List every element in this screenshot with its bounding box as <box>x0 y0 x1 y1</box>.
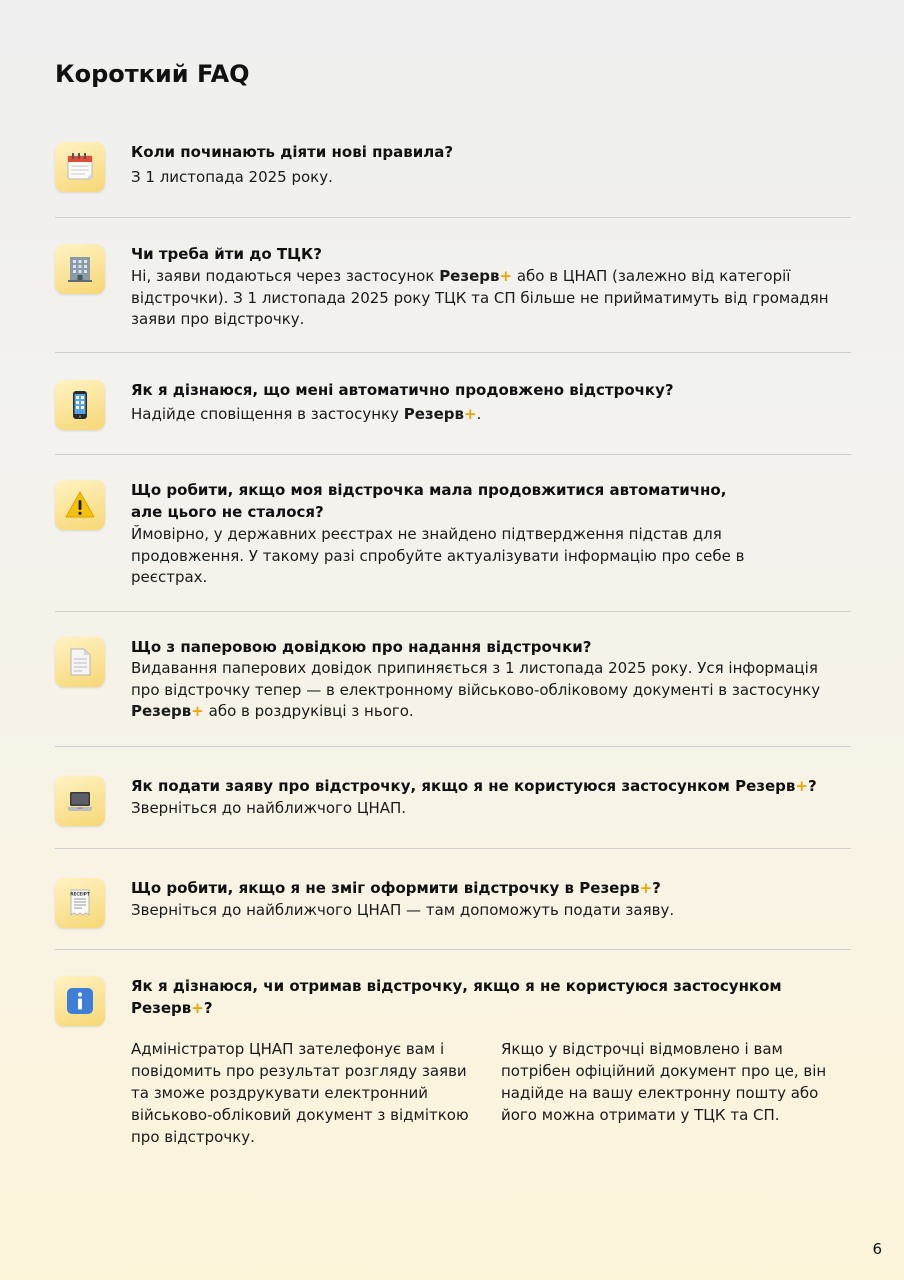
warning-icon <box>55 480 105 530</box>
brand-name: Резерв <box>735 777 796 795</box>
divider <box>55 949 851 950</box>
page-number: 6 <box>872 1240 882 1258</box>
divider <box>55 746 851 747</box>
faq-answer: Надійде сповіщення в застосунку Резерв+. <box>131 405 482 423</box>
brand-plus: + <box>464 405 477 423</box>
info-icon <box>55 976 105 1026</box>
faq-question: Що робити, якщо моя відстрочка мала продовжитися автоматично, але цього не сталося? <box>131 481 727 521</box>
divider <box>55 352 851 353</box>
brand-plus: + <box>499 267 513 285</box>
brand-name: Резерв <box>403 405 464 423</box>
calendar-icon <box>55 142 105 192</box>
divider <box>55 217 851 218</box>
mobile-phone-icon <box>55 380 105 430</box>
faq-question: Що робити, якщо я не зміг оформити відстрочку в Резерв+? <box>131 879 661 897</box>
office-building-icon <box>55 244 105 294</box>
faq-answer: З 1 листопада 2025 року. <box>131 168 333 186</box>
faq-answer: Зверніться до найближчого ЦНАП — там допоможуть подати заяву. <box>131 901 675 919</box>
faq-answer: Ні, заяви подаються через застосунок Резерв+ або в ЦНАП (залежно від категорії відстрочки). З 1 листопада 2025 року ТЦК та СП більше не прийматимуть від громадян заяви про відстрочку. <box>131 267 829 328</box>
brand-plus: + <box>191 998 204 1017</box>
faq-question: Коли починають діяти нові правила? <box>131 143 454 161</box>
receipt-label: RECEIPT <box>70 891 90 897</box>
receipt-icon <box>55 878 105 928</box>
document-icon <box>55 637 105 687</box>
brand-name: Резерв <box>439 267 500 285</box>
faq-question: Як я дізнаюся, чи отримав відстрочку, якщо я не користуюся застосунком Резерв+? <box>131 977 782 1017</box>
brand-name: Резерв <box>131 702 192 720</box>
divider <box>55 611 851 612</box>
faq-question: Як я дізнаюся, що мені автоматично продовжено відстрочку? <box>131 381 674 399</box>
faq-answer-right: Якщо у відстрочці відмовлено і вам потрібен офіційний документ про це, він надійде на вашу електронну пошту або його можна отримати у ТЦК та СП. <box>501 1040 827 1124</box>
faq-question: Як подати заяву про відстрочку, якщо я не користуюся застосунком Резерв+? <box>131 777 817 795</box>
faq-question: Чи треба йти до ТЦК? <box>131 245 322 263</box>
divider <box>55 848 851 849</box>
divider <box>55 454 851 455</box>
brand-plus: + <box>795 777 808 795</box>
faq-answer: Зверніться до найближчого ЦНАП. <box>131 799 407 817</box>
brand-name: Резерв <box>579 879 640 897</box>
faq-answer: Видавання паперових довідок припиняється з 1 листопада 2025 року. Уся інформація про відстрочку тепер — в електронному військово-обліковому документі в застосунку Резерв+ або в роздруківці з нього. <box>131 659 821 720</box>
faq-answer-left: Адміністратор ЦНАП зателефонує вам і повідомить про результат розгляду заяви та зможе роздрукувати електронний військово-обліковий документ з відміткою про відстрочку. <box>131 1040 469 1146</box>
faq-question: Що з паперовою довідкою про надання відстрочки? <box>131 638 592 656</box>
brand-plus: + <box>639 879 653 897</box>
laptop-icon <box>55 776 105 826</box>
brand-plus: + <box>191 702 204 720</box>
faq-answer: Ймовірно, у державних реєстрах не знайдено підтвердження підстав для продовження. У такому разі спробуйте актуалізувати інформацію про себе в реєстрах. <box>131 525 745 586</box>
page-title: Короткий FAQ <box>55 60 250 88</box>
brand-name: Резерв <box>131 998 192 1017</box>
